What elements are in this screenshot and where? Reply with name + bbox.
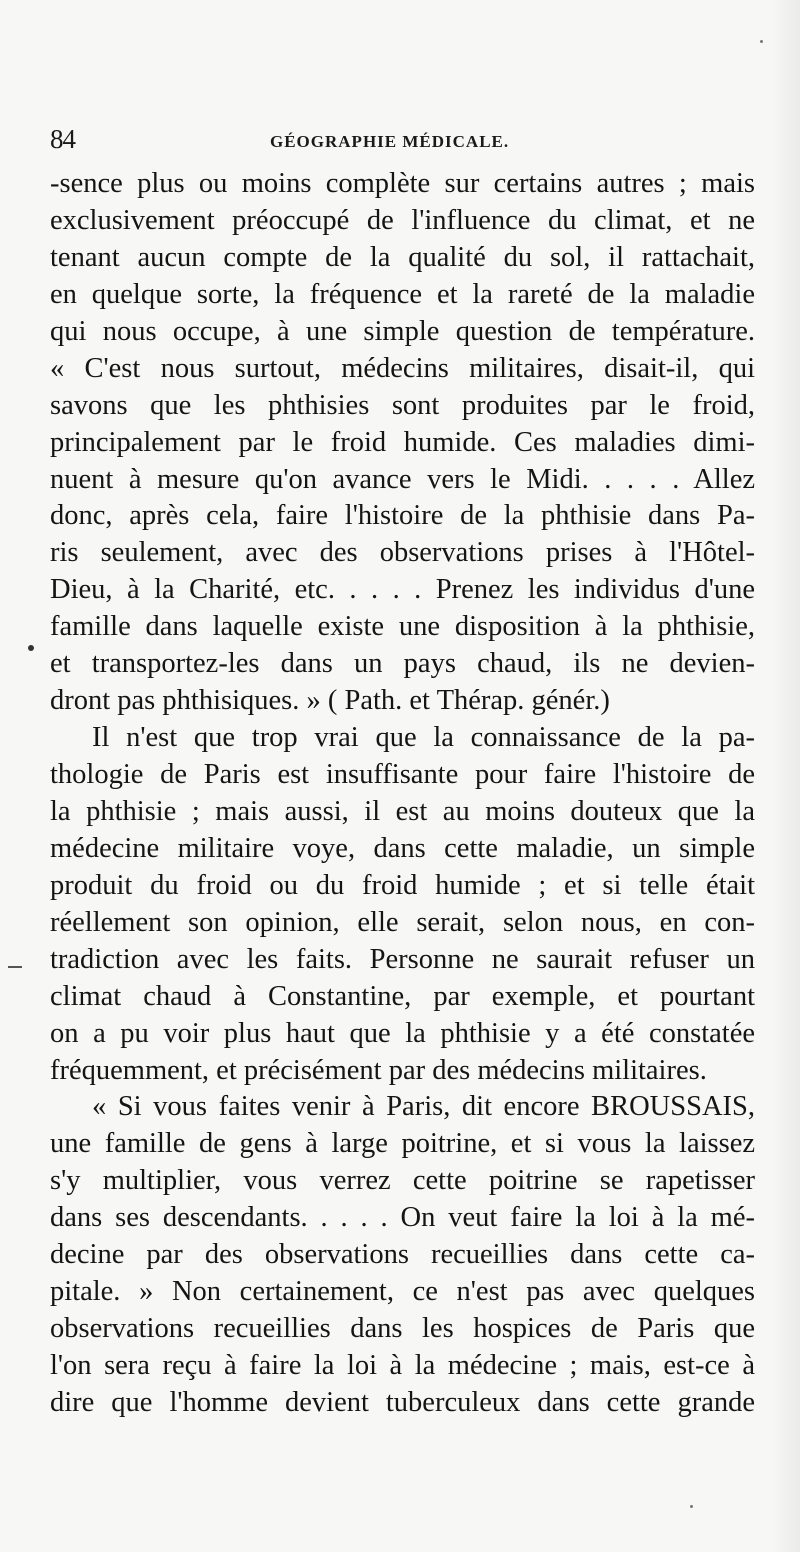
text-line: dront pas phthisiques. » ( Path. et Thérap. génér.) — [50, 685, 610, 717]
text-line: dire que l'homme devient tuberculeux dans cette grande — [50, 1386, 755, 1418]
text-line: Dieu, à la Charité, etc. . . . . Prenez les individus d'une — [50, 574, 755, 606]
page-number: 84 — [50, 124, 75, 154]
text-line: decine par des observations recueillies dans cette ca- — [50, 1239, 755, 1271]
text-line: donc, après cela, faire l'histoire de la phthisie dans Pa- — [50, 500, 755, 532]
margin-dot — [28, 645, 34, 651]
text-line: une famille de gens à large poitrine, et si vous la laissez — [50, 1128, 755, 1160]
text-line: thologie de Paris est insuffisante pour faire l'histoire de — [50, 759, 755, 790]
text-line: réellement son opinion, elle serait, selon nous, en con- — [50, 906, 755, 938]
text-line: l'on sera reçu à faire la loi à la médecine ; mais, est-ce à — [50, 1350, 755, 1381]
body-text — [50, 166, 755, 1422]
text-line: pitale. » Non certainement, ce n'est pas avec quelques — [50, 1276, 755, 1308]
running-title: GÉOGRAPHIE MÉDICALE. — [270, 132, 510, 151]
text-line: et transportez-les dans un pays chaud, ils ne devien- — [50, 648, 755, 680]
text-line: « C'est nous surtout, médecins militaires, disait-il, qui — [50, 352, 755, 384]
text-line: s'y multiplier, vous verrez cette poitrine se rapetisser — [50, 1165, 755, 1197]
text-line: Il n'est que trop vrai que la connaissance de la pa- — [92, 722, 755, 754]
text-line: en quelque sorte, la fréquence et la rareté de la maladie — [50, 278, 755, 310]
text-line: dans ses descendants. . . . . On veut faire la loi à la mé- — [50, 1202, 755, 1234]
text-line: famille dans laquelle existe une disposition à la phthisie, — [50, 611, 755, 643]
text-line: produit du froid ou du froid humide ; et si telle était — [50, 869, 755, 901]
margin-dash — [8, 966, 22, 968]
running-head — [50, 124, 750, 158]
text-line: observations recueillies dans les hospices de Paris que — [50, 1313, 755, 1345]
text-line: climat chaud à Constantine, par exemple, et pourtant — [50, 980, 755, 1012]
text-line: tenant aucun compte de la qualité du sol, il rattachait, — [50, 241, 755, 273]
text-line: -sence plus ou moins complète sur certains autres ; mais — [50, 168, 755, 199]
text-line: « Si vous faites venir à Paris, dit encore BROUSSAIS, — [92, 1091, 755, 1123]
text-line: on a pu voir plus haut que la phthisie y a été constatée — [50, 1017, 755, 1049]
text-line: la phthisie ; mais aussi, il est au moins douteux que la — [50, 795, 755, 827]
text-line: exclusivement préoccupé de l'influence du climat, et ne — [50, 204, 755, 236]
scan-speck — [690, 1505, 693, 1508]
text-line: ris seulement, avec des observations prises à l'Hôtel- — [50, 537, 755, 569]
text-line: savons que les phthisies sont produites par le froid, — [50, 389, 755, 421]
text-line: médecine militaire voye, dans cette maladie, un simple — [50, 832, 755, 864]
text-line: fréquemment, et précisément par des médecins militaires. — [50, 1054, 707, 1086]
text-line: nuent à mesure qu'on avance vers le Midi. . . . . Allez — [50, 463, 755, 495]
text-line: principalement par le froid humide. Ces maladies dimi- — [50, 426, 755, 458]
text-line: tradiction avec les faits. Personne ne saurait refuser un — [50, 943, 755, 975]
text-line: qui nous occupe, à une simple question de température. — [50, 315, 755, 347]
scan-speck — [760, 40, 763, 43]
